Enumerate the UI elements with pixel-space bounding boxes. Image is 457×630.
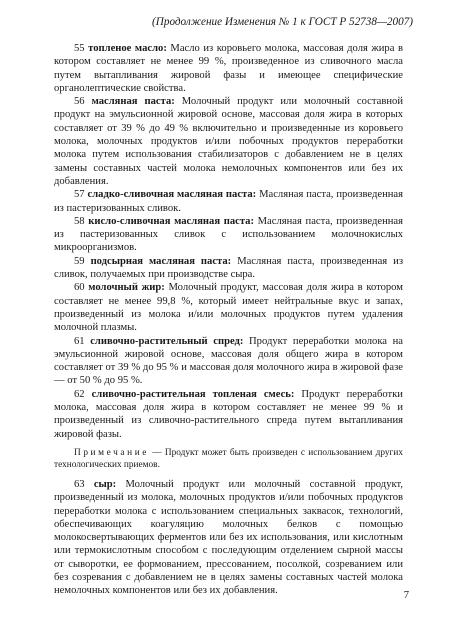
term-number: 61 bbox=[74, 335, 85, 347]
term-definition: Продукт переработки молока на эмульсионной жировой основе, массовая доля общего жира в котором составляет от 39 % до 95 % и массовая доля молочного жира в жировой фазе — от 50 % до 95 %. bbox=[54, 335, 403, 387]
paragraph-60 bbox=[54, 281, 403, 334]
paragraph-59 bbox=[54, 255, 403, 282]
term-title: сливочно-растительный спред: bbox=[90, 335, 244, 347]
term-title: сливочно-растительная топленая смесь: bbox=[91, 388, 295, 400]
paragraph-62 bbox=[54, 388, 403, 441]
page-header: (Продолжение Изменения № 1 к ГОСТ Р 52738—2007) bbox=[152, 16, 413, 28]
term-number: 62 bbox=[74, 388, 85, 400]
term-definition: Молочный продукт, массовая доля жира в котором составляет не менее 99,8 %, который имеет нейтральные вкус и запах, произведенный из молока и/или молочных продуктов путем удаления молочной плазмы. bbox=[54, 282, 403, 334]
term-title: кисло-сливочная масляная паста: bbox=[88, 215, 254, 227]
paragraph-61 bbox=[54, 335, 403, 388]
paragraph-58 bbox=[54, 215, 403, 255]
paragraph-57 bbox=[54, 188, 403, 215]
term-title: сыр: bbox=[93, 478, 117, 490]
term-number: 56 bbox=[74, 96, 85, 108]
term-definition: Масло из коровьего молока, массовая доля жира в котором составляет не менее 99 %, произведенное из сливочного масла путем вытапливания жировой фазы и имеющее специфические органолептические свойства. bbox=[54, 43, 403, 94]
term-number: 60 bbox=[74, 282, 85, 294]
page-number: 7 bbox=[403, 590, 409, 601]
paragraph-55 bbox=[54, 42, 403, 95]
paragraph-56 bbox=[54, 95, 403, 188]
document-body bbox=[54, 42, 403, 598]
note-label: Примечание bbox=[74, 447, 149, 458]
term-number: 63 bbox=[74, 478, 85, 490]
note bbox=[54, 447, 403, 471]
term-definition: Продукт переработки молока, массовая доля жира в котором составляет не менее 99 % и произведенный из сливочно-растительного спреда путем вытапливания жировой фазы. bbox=[54, 388, 403, 440]
term-definition: Молочный продукт или молочный составной продукт на эмульсионной жировой основе, массовая доля жира в которых составляет от 39 % до 49 % включительно и произведенные из коровьего молока, молочных продуктов и/или побочных продуктов переработки молока путем использования стабилизаторов с добавлением не в целях замены составных частей молока немолочных компонентов или без их добавления. bbox=[54, 96, 403, 187]
note-text: — Продукт может быть произведен с использованием других технологических приемов. bbox=[54, 447, 403, 470]
term-definition: Масляная паста, произведенная из пастеризованных сливок. bbox=[54, 189, 403, 214]
paragraph-63 bbox=[54, 478, 403, 598]
term-number: 55 bbox=[74, 43, 85, 54]
term-title: топленое масло: bbox=[88, 43, 167, 54]
term-title: сладко-сливочная масляная паста: bbox=[87, 189, 257, 201]
term-number: 58 bbox=[74, 215, 85, 227]
term-number: 57 bbox=[74, 189, 85, 201]
term-definition: Молочный продукт или молочный составной продукт, произведенный из молока, молочных продуктов и/или побочных продуктов переработки молока с использованием специальных заквасок, технологий, обеспечивающих коагуляцию молочных белков с помощью молокосвертывающих ферментов или без их использования, или кислотным или термокислотным способом с последующим отделением сырной массы от сыворотки, ее формованием, прессованием, посолкой, созреванием или без созревания с добавлением не в целях замены составных частей молока немолочных компонентов или без их добавления. bbox=[54, 478, 403, 597]
term-title: молочный жир: bbox=[88, 282, 165, 294]
term-definition: Масляная паста, произведенная из сливок, получаемых при производстве сыра. bbox=[54, 255, 403, 281]
term-number: 59 bbox=[74, 255, 85, 267]
term-definition: Масляная паста, произведенная из пастеризованных сливок с использованием молочнокислых микроорганизмов. bbox=[54, 215, 403, 254]
term-title: подсырная масляная паста: bbox=[90, 255, 232, 267]
term-title: масляная паста: bbox=[91, 96, 175, 108]
